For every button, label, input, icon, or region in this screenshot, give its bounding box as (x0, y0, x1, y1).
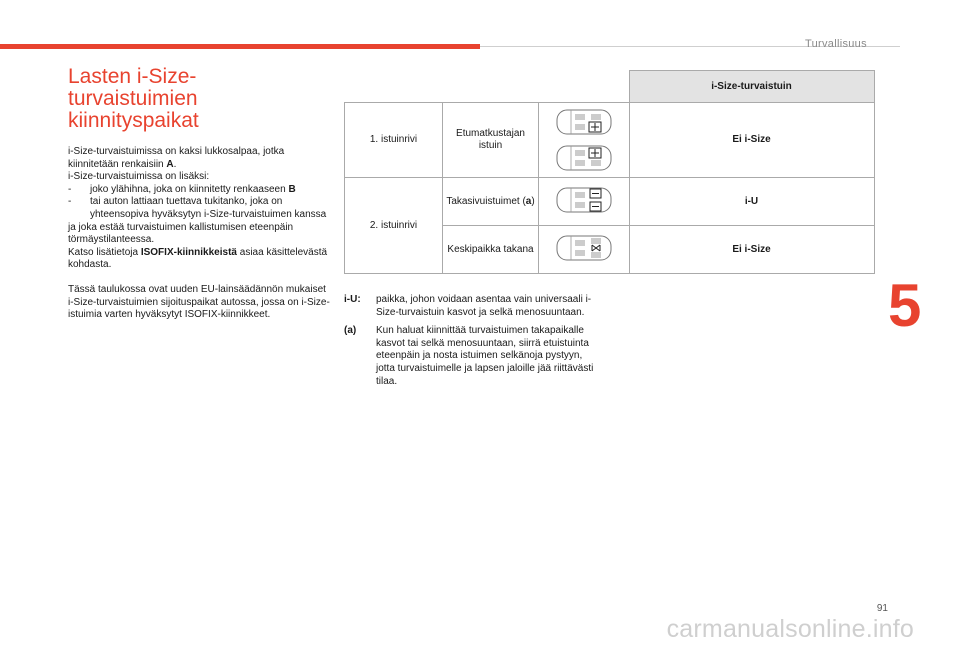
car-diagram-front (539, 103, 630, 178)
intro-paragraph: i-Size-turvaistuimissa on kaksi lukkosalpaa, jotka kiinnitetään renkaisiin A. (68, 146, 285, 170)
footnotes (344, 294, 594, 394)
watermark: carmanualsonline.info (666, 615, 914, 643)
intro-paragraph: i-Size-turvaistuimissa on lisäksi: (68, 171, 210, 183)
car-top-view-icon (551, 184, 617, 216)
seat-name: Takasivuistuimet (a) (443, 178, 539, 226)
intro-paragraph: ja joka estää turvaistuimen kallistumisen eteenpäin törmäystilanteessa. (68, 221, 294, 246)
intro-text (68, 146, 330, 322)
row-value: i-U (629, 178, 874, 226)
intro-paragraph: Katso lisätietoja ISOFIX-kiinnikkeistä asiaa käsittelevästä kohdasta. (68, 246, 328, 271)
row-value: Ei i-Size (629, 103, 874, 178)
row-value: Ei i-Size (629, 226, 874, 274)
car-top-view-icon (551, 106, 617, 138)
row-label: 2. istuinrivi (345, 178, 443, 274)
row-label: 1. istuinrivi (345, 103, 443, 178)
page-number: 91 (876, 603, 888, 614)
footnote: i-U: paikka, johon voidaan asentaa vain universaali i-Size-turvaistuin kasvot ja selkä menosuuntaan. (344, 294, 592, 318)
page-title (68, 66, 308, 132)
chapter-number: 5 (888, 272, 922, 339)
seat-name: Etumatkustajan istuin (443, 103, 539, 178)
footnote: (a) Kun haluat kiinnittää turvaistuimen takapaikalle kasvot tai selkä menosuuntaan, siirrä etuistuinta eteenpäin ja nosta istuimen selkänoja pystyyn, jotta turvaistuimelle ja lapsen jaloille jää riittävästi tilaa. (344, 325, 594, 387)
car-top-view-icon (551, 232, 617, 264)
intro-paragraph: Tässä taulukossa ovat uuden EU-lainsäädännön mukaiset i-Size-turvaistuimien sijoituspaikat autossa, jossa on i-Size-istuimia varten hyväksytyt ISOFIX-kiinnikkeet. (68, 283, 330, 321)
car-diagram-rear-center (539, 226, 630, 274)
car-diagram-rear-side (539, 178, 630, 226)
isize-table (344, 70, 875, 274)
table-header: i-Size-turvaistuin (629, 71, 874, 103)
title-line: turvaistuimien (68, 87, 198, 110)
car-top-view-icon (551, 142, 617, 174)
list-item: - joko ylähihna, joka on kiinnitetty renkaaseen B (68, 183, 296, 195)
section-header: Turvallisuus (805, 38, 867, 50)
title-line: Lasten i-Size- (68, 65, 197, 88)
title-line: kiinnityspaikat (68, 109, 199, 132)
accent-bar (0, 44, 480, 49)
list-item: - tai auton lattiaan tuettava tukitanko, joka on yhteensopiva hyväksytyn i-Size-turvaistuimen kanssa (68, 196, 327, 220)
seat-name: Keskipaikka takana (443, 226, 539, 274)
